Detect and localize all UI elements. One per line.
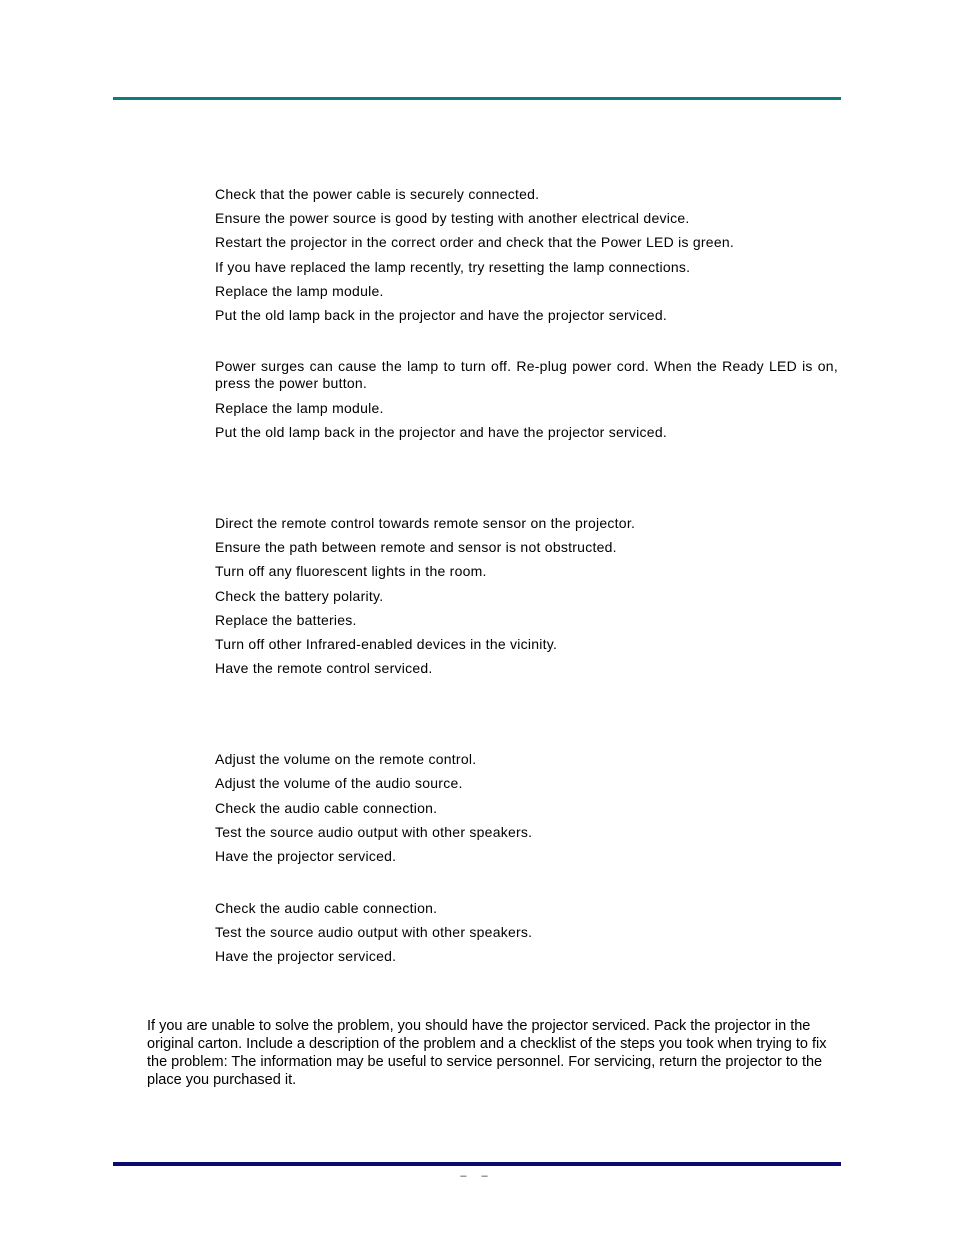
service-paragraph: If you are unable to solve the problem, you should have the projector serviced. Pack the projector in the original carton. Include a description of the problem and a checklist of the steps you took when trying to fix the problem: The information may be useful to service personnel. For servicing, return the projector to the place you purchased it. xyxy=(147,1018,827,1088)
page-number: – – xyxy=(460,1170,494,1182)
lamp-power-step-3: Restart the projector in the correct order and check that the Power LED is green. xyxy=(215,234,735,250)
audio-step-4: Test the source audio output with other speakers. xyxy=(215,824,533,840)
lamp-off-step-1: Power surges can cause the lamp to turn off. Re-plug power cord. When the Ready LED is on, press the power button. xyxy=(215,358,838,391)
lamp-power-step-5: Replace the lamp module. xyxy=(215,283,384,299)
audio-step-5: Have the projector serviced. xyxy=(215,848,397,864)
remote-step-2: Ensure the path between remote and sensor is not obstructed. xyxy=(215,539,617,555)
audio-step-2: Adjust the volume of the audio source. xyxy=(215,775,463,791)
audio-step-1: Adjust the volume on the remote control. xyxy=(215,751,477,767)
lamp-power-step-1: Check that the power cable is securely connected. xyxy=(215,186,540,202)
audio-distorted-step-3: Have the projector serviced. xyxy=(215,948,397,964)
footer-rule xyxy=(113,1162,841,1166)
remote-step-3: Turn off any fluorescent lights in the room. xyxy=(215,563,487,579)
lamp-power-step-2: Ensure the power source is good by testing with another electrical device. xyxy=(215,210,690,226)
audio-distorted-step-1: Check the audio cable connection. xyxy=(215,900,438,916)
audio-distorted-step-2: Test the source audio output with other speakers. xyxy=(215,924,533,940)
lamp-off-step-3: Put the old lamp back in the projector and have the projector serviced. xyxy=(215,424,667,440)
remote-step-5: Replace the batteries. xyxy=(215,612,357,628)
remote-step-1: Direct the remote control towards remote sensor on the projector. xyxy=(215,515,636,531)
remote-step-7: Have the remote control serviced. xyxy=(215,660,433,676)
audio-step-3: Check the audio cable connection. xyxy=(215,800,438,816)
remote-step-4: Check the battery polarity. xyxy=(215,588,384,604)
lamp-power-step-6: Put the old lamp back in the projector and have the projector serviced. xyxy=(215,307,667,323)
header-rule xyxy=(113,97,841,100)
remote-step-6: Turn off other Infrared-enabled devices in the vicinity. xyxy=(215,636,558,652)
lamp-off-step-2: Replace the lamp module. xyxy=(215,400,384,416)
lamp-power-step-4: If you have replaced the lamp recently, try resetting the lamp connections. xyxy=(215,259,691,275)
